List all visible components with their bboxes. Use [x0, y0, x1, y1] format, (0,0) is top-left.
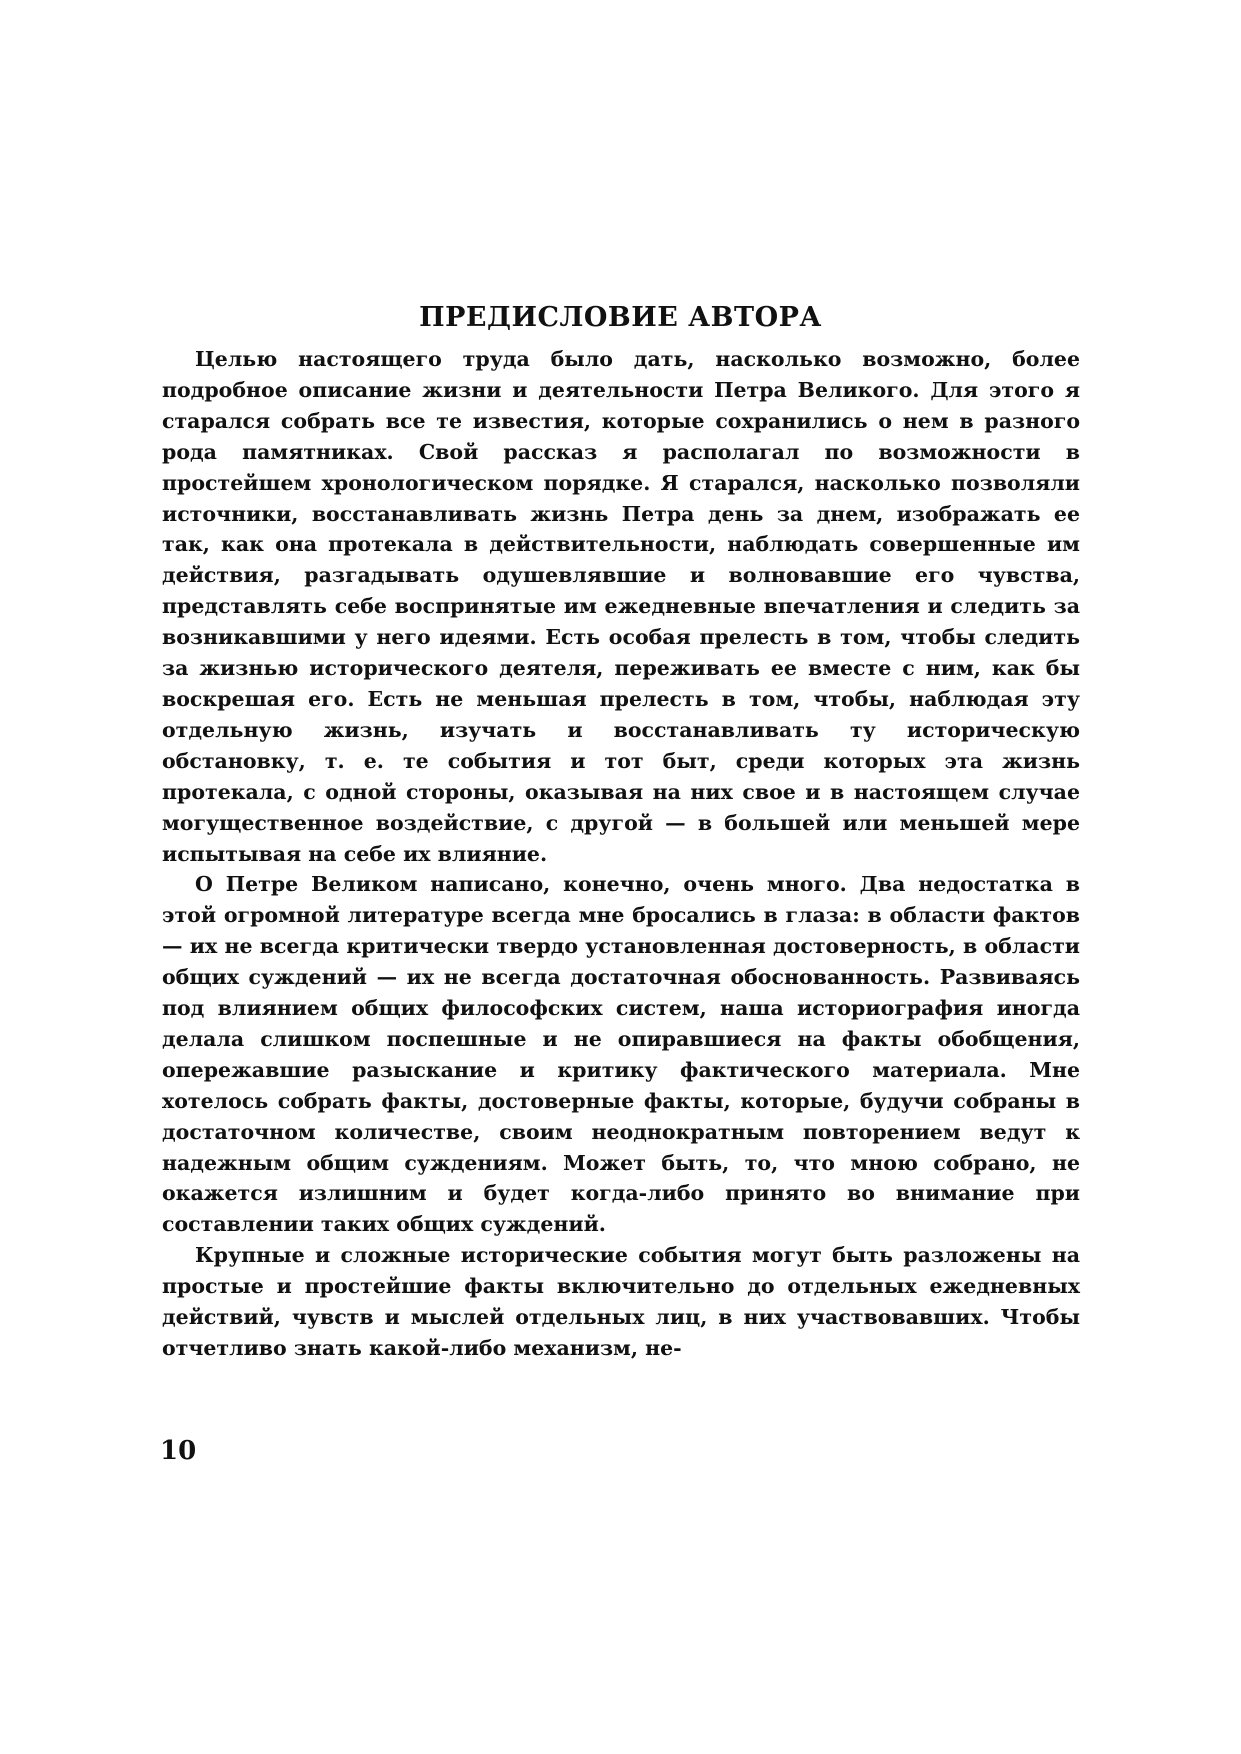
- paragraph-3: Крупные и сложные исторические события могут быть разложены на простые и простейшие факты включительно до отдельных ежедневных действий, чувств и мыслей отдельных лиц, в них участвовавших. Чтобы отчетливо знать какой-либо механизм, не-: [162, 1243, 1080, 1360]
- paragraph-2: О Петре Великом написано, конечно, очень много. Два недостатка в этой огромной литературе всегда мне бросались в глаза: в области фактов — их не всегда критически твердо установленная достоверность, в области общих суждений — их не всегда достаточная обоснованность. Развиваясь под влиянием общих философских систем, наша историография иногда делала слишком поспешные и не опиравшиеся на факты обобщения, опережавшие разыскание и критику фактического материала. Мне хотелось собрать факты, достоверные факты, которые, будучи собраны в достаточном количестве, своим неоднократным повторением ведут к надежным общим суждениям. Может быть, то, что мною собрано, не окажется излишним и будет когда-либо принято во внимание при составлении таких общих суждений.: [162, 872, 1080, 1237]
- chapter-title: ПРЕДИСЛОВИЕ АВТОРА: [419, 302, 822, 334]
- paragraph-1: Целью настоящего труда было дать, насколько возможно, более подробное описание жизни и деятельности Петра Великого. Для этого я старался собрать все те известия, которые сохранились о нем в разного рода памятниках. Свой рассказ я располагал по возможности в простейшем хронологическом порядке. Я старался, насколько позволяли источники, восстанавливать жизнь Петра день за днем, изображать ее так, как она протекала в действительности, наблюдать совершенные им действия, разгадывать одушевлявшие и волновавшие его чувства, представлять себе воспринятые им ежедневные впечатления и следить за возникавшими у него идеями. Есть особая прелесть в том, чтобы следить за жизнью исторического деятеля, переживать ее вместе с ним, как бы воскрешая его. Есть не меньшая прелесть в том, чтобы, наблюдая эту отдельную жизнь, изучать и восстанавливать ту историческую обстановку, т. е. те события и тот быт, среди которых эта жизнь протекала, с одной стороны, оказывая на них свое и в настоящем случае могущественное воздействие, с другой — в большей или меньшей мере испытывая на себе их влияние.: [162, 347, 1080, 866]
- body-text: [162, 344, 1080, 1364]
- page-number: 10: [160, 1436, 197, 1466]
